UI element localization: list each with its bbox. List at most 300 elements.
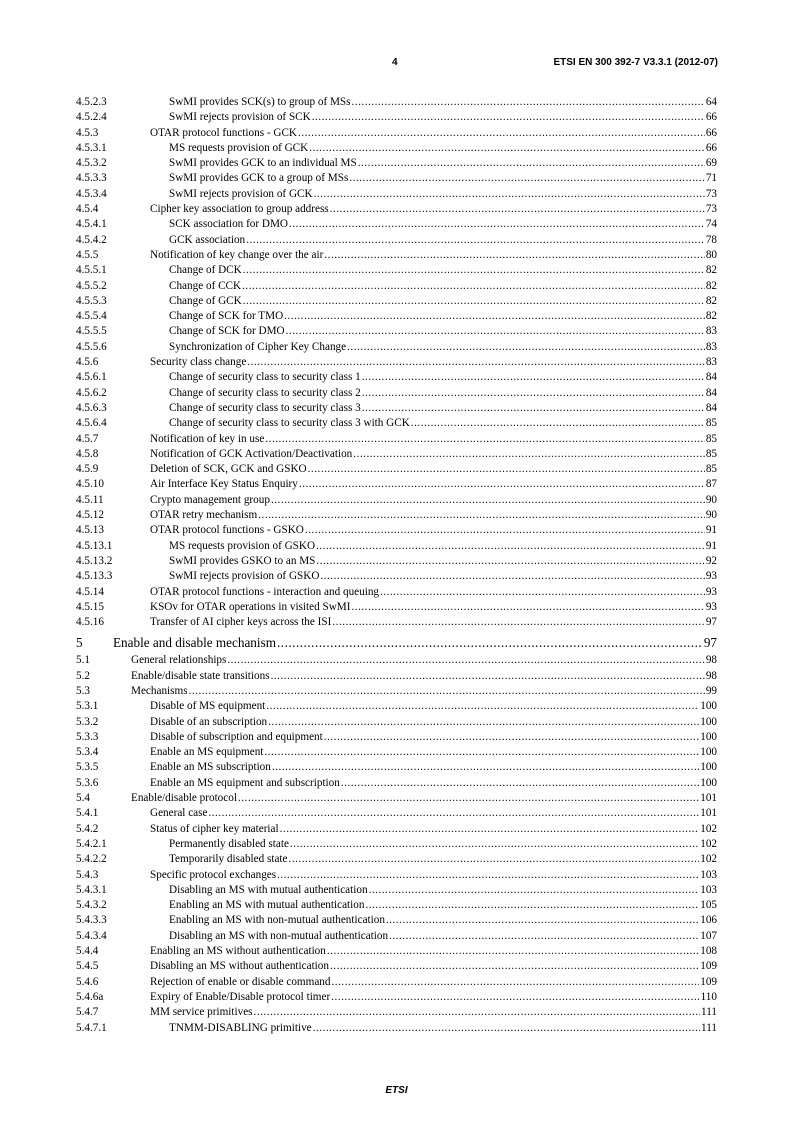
toc-entry-title: MM service primitives: [150, 1005, 254, 1020]
toc-entry-number: 4.5.4: [76, 203, 99, 216]
toc-entry-title: OTAR protocol functions - GCK: [150, 126, 298, 141]
toc-entry-number: 4.5.5.1: [76, 264, 107, 277]
toc-entry-page: 91: [705, 523, 717, 538]
toc-entry-number: 4.5.2.4: [76, 111, 107, 124]
toc-dot-leader: [312, 110, 705, 125]
toc-entry-page: 100: [699, 760, 717, 775]
toc-dot-leader: [362, 386, 705, 401]
toc-entry[interactable]: [76, 929, 717, 944]
toc-dot-leader: [266, 699, 699, 714]
toc-entry-title: Transfer of AI cipher keys across the ISI: [150, 615, 332, 630]
toc-entry-body: [150, 615, 717, 630]
toc-entry-page: 97: [705, 615, 717, 630]
toc-dot-leader: [265, 432, 704, 447]
toc-entry-number: 4.5.3: [76, 126, 99, 139]
toc-entry[interactable]: [76, 745, 717, 760]
toc-entry[interactable]: [76, 913, 717, 928]
toc-entry-title: Enabling an MS with mutual authentication: [169, 898, 365, 913]
toc-entry-page: 91: [705, 539, 717, 554]
toc-entry[interactable]: [76, 508, 717, 523]
toc-entry-page: 108: [699, 944, 717, 959]
toc-entry[interactable]: [76, 447, 717, 462]
page-number: 4: [392, 57, 398, 68]
toc-entry-number: 4.5.11: [76, 493, 104, 506]
toc-entry-title: Specific protocol exchanges: [150, 868, 277, 883]
toc-entry-number: 4.5.6: [76, 356, 99, 369]
toc-entry-body: [150, 868, 717, 883]
toc-entry-number: 5.3.1: [76, 700, 99, 713]
toc-entry-body: [150, 493, 717, 508]
toc-entry-title: KSOv for OTAR operations in visited SwMI: [150, 600, 351, 615]
toc-dot-leader: [316, 554, 704, 569]
toc-entry-body: [169, 837, 717, 852]
toc-entry[interactable]: [76, 898, 717, 913]
toc-entry-body: [150, 699, 717, 714]
toc-entry-number: 5.4.5: [76, 960, 99, 973]
toc-entry-title: OTAR protocol functions - interaction and queuing: [150, 585, 380, 600]
toc-entry-page: 84: [705, 386, 717, 401]
toc-entry[interactable]: [76, 233, 717, 248]
toc-entry-number: 5.3.4: [76, 746, 99, 759]
toc-dot-leader: [349, 171, 705, 186]
toc-entry-number: 5.4.7: [76, 1006, 99, 1019]
toc-entry-number: 4.5.3.2: [76, 157, 107, 170]
toc-entry[interactable]: [76, 539, 717, 554]
toc-entry-body: [169, 141, 717, 156]
toc-entry-number: 5.4.2.1: [76, 837, 107, 850]
toc-entry-number: 4.5.5.5: [76, 325, 107, 338]
toc-dot-leader: [362, 401, 705, 416]
toc-entry-page: 101: [699, 806, 717, 821]
toc-entry[interactable]: [76, 340, 717, 355]
toc-entry-number: 5.3.2: [76, 715, 99, 728]
toc-entry[interactable]: [76, 730, 717, 745]
page-header: [0, 57, 793, 73]
toc-entry-title: Change of security class to security class 3: [169, 401, 362, 416]
toc-entry[interactable]: [76, 1005, 717, 1020]
toc-entry-body: [150, 1005, 717, 1020]
toc-dot-leader: [280, 822, 700, 837]
toc-entry-page: 93: [705, 600, 717, 615]
toc-entry-title: Rejection of enable or disable command: [150, 975, 332, 990]
toc-entry-page: 97: [703, 633, 717, 653]
toc-entry-title: Change of GCK: [169, 294, 243, 309]
toc-entry-page: 111: [700, 1005, 717, 1020]
toc-entry-page: 74: [705, 217, 717, 232]
toc-entry-page: 110: [700, 990, 717, 1005]
toc-entry[interactable]: [76, 294, 717, 309]
toc-entry-number: 4.5.4.2: [76, 233, 107, 246]
toc-entry-body: [150, 355, 717, 370]
toc-entry-page: 66: [705, 110, 717, 125]
toc-entry-page: 82: [705, 263, 717, 278]
toc-entry-page: 98: [705, 669, 717, 684]
toc-entry[interactable]: [76, 493, 717, 508]
toc-entry-body: [169, 883, 717, 898]
toc-dot-leader: [313, 1021, 700, 1036]
toc-entry-title: SwMI rejects provision of GCK: [169, 187, 314, 202]
toc-entry-title: Disable of an subscription: [150, 715, 268, 730]
toc-dot-leader: [242, 279, 705, 294]
toc-dot-leader: [290, 837, 699, 852]
toc-entry-number: 5.3.3: [76, 730, 99, 743]
toc-entry-body: [150, 523, 717, 538]
toc-entry-body: [169, 279, 717, 294]
toc-entry-page: 85: [705, 416, 717, 431]
toc-entry-number: 4.5.5.2: [76, 279, 107, 292]
toc-entry-body: [169, 401, 717, 416]
toc-dot-leader: [330, 959, 699, 974]
toc-entry-number: 4.5.15: [76, 600, 104, 613]
toc-entry-number: 4.5.5.4: [76, 310, 107, 323]
toc-dot-leader: [305, 523, 705, 538]
toc-entry-number: 5.4.6: [76, 975, 99, 988]
toc-entry-body: [169, 95, 717, 110]
toc-entry-title: Temporarily disabled state: [169, 852, 289, 867]
toc-entry-body: [150, 600, 717, 615]
toc-dot-leader: [330, 202, 705, 217]
toc-entry-body: [150, 508, 717, 523]
toc-dot-leader: [258, 508, 705, 523]
toc-entry[interactable]: [76, 585, 717, 600]
toc-entry[interactable]: [76, 569, 717, 584]
toc-entry-title: Enable an MS equipment and subscription: [150, 776, 341, 791]
toc-entry-title: SwMI provides SCK(s) to group of MSs: [169, 95, 352, 110]
toc-entry-page: 103: [699, 883, 717, 898]
toc-entry-page: 101: [699, 791, 717, 806]
toc-entry-body: [150, 447, 717, 462]
toc-entry[interactable]: [76, 600, 717, 615]
toc-dot-leader: [411, 416, 705, 431]
toc-entry-page: 73: [705, 202, 717, 217]
toc-entry[interactable]: [76, 633, 717, 653]
toc-entry[interactable]: [76, 355, 717, 370]
toc-entry[interactable]: [76, 416, 717, 431]
toc-entry-body: [150, 822, 717, 837]
toc-entry[interactable]: [76, 852, 717, 867]
toc-entry-title: General case: [150, 806, 208, 821]
table-of-contents: [76, 95, 717, 1036]
toc-entry-body: [169, 852, 717, 867]
toc-dot-leader: [272, 760, 699, 775]
toc-entry[interactable]: [76, 309, 717, 324]
toc-entry[interactable]: [76, 944, 717, 959]
toc-dot-leader: [286, 324, 705, 339]
toc-entry-number: 4.5.4.1: [76, 218, 107, 231]
toc-entry-body: [169, 539, 717, 554]
toc-entry-title: General relationships: [131, 653, 227, 668]
toc-entry-body: [169, 370, 717, 385]
toc-entry-number: 5.4.4: [76, 945, 99, 958]
toc-entry-page: 102: [699, 822, 717, 837]
toc-entry-body: [169, 386, 717, 401]
toc-entry-title: Enabling an MS with non-mutual authentication: [169, 913, 386, 928]
toc-dot-leader: [238, 791, 699, 806]
toc-entry-body: [113, 633, 717, 653]
toc-entry-title: SwMI provides GCK to an individual MS: [169, 156, 358, 171]
toc-entry-number: 5.3.5: [76, 761, 99, 774]
toc-entry-number: 4.5.5.3: [76, 294, 107, 307]
toc-entry[interactable]: [76, 883, 717, 898]
toc-entry-number: 5: [76, 635, 83, 651]
toc-entry-number: 4.5.13.1: [76, 539, 113, 552]
toc-entry-body: [169, 217, 717, 232]
toc-entry[interactable]: [76, 669, 717, 684]
toc-entry[interactable]: [76, 171, 717, 186]
toc-entry[interactable]: [76, 217, 717, 232]
toc-dot-leader: [324, 248, 704, 263]
toc-dot-leader: [386, 913, 699, 928]
toc-entry-number: 5.4.1: [76, 807, 99, 820]
toc-entry-title: Enable an MS subscription: [150, 760, 272, 775]
toc-dot-leader: [347, 340, 705, 355]
toc-entry-title: Expiry of Enable/Disable protocol timer: [150, 990, 331, 1005]
toc-entry-number: 5.4.2: [76, 822, 99, 835]
toc-dot-leader: [243, 263, 705, 278]
toc-entry-number: 4.5.6.3: [76, 401, 107, 414]
toc-dot-leader: [264, 745, 699, 760]
toc-entry-page: 73: [705, 187, 717, 202]
toc-dot-leader: [298, 126, 705, 141]
toc-entry-number: 5.4.3.2: [76, 899, 107, 912]
toc-entry[interactable]: [76, 279, 717, 294]
toc-entry-body: [150, 730, 717, 745]
toc-entry-body: [150, 975, 717, 990]
toc-entry-title: SwMI provides GSKO to an MS: [169, 554, 316, 569]
toc-entry[interactable]: [76, 554, 717, 569]
toc-entry[interactable]: [76, 959, 717, 974]
toc-entry-body: [150, 126, 717, 141]
toc-entry-body: [131, 669, 717, 684]
toc-dot-leader: [309, 141, 705, 156]
toc-dot-leader: [277, 868, 699, 883]
toc-dot-leader: [227, 653, 704, 668]
toc-entry[interactable]: [76, 401, 717, 416]
toc-entry-body: [169, 929, 717, 944]
toc-entry-page: 83: [705, 324, 717, 339]
toc-entry-body: [169, 294, 717, 309]
toc-dot-leader: [189, 684, 705, 699]
toc-entry-body: [131, 653, 717, 668]
toc-dot-leader: [314, 187, 705, 202]
toc-entry[interactable]: [76, 110, 717, 125]
toc-entry-number: 4.5.14: [76, 585, 104, 598]
toc-entry-body: [169, 1021, 717, 1036]
toc-entry[interactable]: [76, 760, 717, 775]
toc-dot-leader: [332, 975, 700, 990]
toc-entry-page: 98: [705, 653, 717, 668]
toc-entry[interactable]: [76, 477, 717, 492]
toc-entry[interactable]: [76, 653, 717, 668]
toc-dot-leader: [369, 883, 700, 898]
toc-dot-leader: [308, 462, 705, 477]
toc-entry-number: 5.4: [76, 792, 90, 805]
toc-entry[interactable]: [76, 156, 717, 171]
toc-entry-title: Change of security class to security class 3 with GCK: [169, 416, 411, 431]
toc-entry[interactable]: [76, 615, 717, 630]
toc-entry-number: 4.5.7: [76, 432, 99, 445]
toc-entry-number: 4.5.12: [76, 509, 104, 522]
toc-dot-leader: [362, 370, 705, 385]
toc-entry-number: 4.5.2.3: [76, 96, 107, 108]
toc-entry-page: 109: [699, 975, 717, 990]
toc-entry-page: 109: [699, 959, 717, 974]
toc-entry-title: MS requests provision of GCK: [169, 141, 309, 156]
toc-entry[interactable]: [76, 791, 717, 806]
toc-entry-body: [169, 187, 717, 202]
toc-dot-leader: [327, 944, 699, 959]
toc-entry[interactable]: [76, 1021, 717, 1036]
toc-entry-number: 4.5.9: [76, 463, 99, 476]
toc-entry[interactable]: [76, 141, 717, 156]
toc-entry-body: [169, 263, 717, 278]
toc-entry-page: 66: [705, 141, 717, 156]
toc-entry-page: 105: [699, 898, 717, 913]
toc-entry[interactable]: [76, 95, 717, 110]
toc-entry-title: OTAR protocol functions - GSKO: [150, 523, 305, 538]
toc-entry-number: 4.5.13.2: [76, 554, 113, 567]
toc-entry-title: Status of cipher key material: [150, 822, 280, 837]
toc-entry-title: SwMI rejects provision of SCK: [169, 110, 312, 125]
toc-entry-page: 111: [700, 1021, 717, 1036]
toc-entry-body: [150, 462, 717, 477]
toc-entry-title: SwMI provides GCK to a group of MSs: [169, 171, 349, 186]
toc-entry[interactable]: [76, 386, 717, 401]
toc-dot-leader: [247, 355, 705, 370]
toc-entry[interactable]: [76, 523, 717, 538]
toc-entry[interactable]: [76, 370, 717, 385]
page-footer: ETSI: [385, 1085, 408, 1096]
toc-entry-number: 5.1: [76, 654, 90, 667]
toc-entry-number: 5.4.7.1: [76, 1021, 107, 1034]
toc-entry-number: 5.4.6a: [76, 990, 104, 1003]
toc-entry-title: Change of SCK for DMO: [169, 324, 286, 339]
toc-entry-title: Disabling an MS with mutual authentication: [169, 883, 369, 898]
toc-entry-number: 4.5.3.3: [76, 172, 107, 185]
toc-entry-body: [169, 324, 717, 339]
toc-entry[interactable]: [76, 324, 717, 339]
toc-dot-leader: [320, 569, 704, 584]
toc-entry[interactable]: [76, 126, 717, 141]
toc-entry-number: 4.5.6.1: [76, 371, 107, 384]
toc-entry[interactable]: [76, 202, 717, 217]
toc-entry-body: [150, 745, 717, 760]
toc-entry-title: Security class change: [150, 355, 247, 370]
toc-entry-number: 4.5.5: [76, 248, 99, 261]
toc-entry-title: Notification of GCK Activation/Deactivation: [150, 447, 353, 462]
toc-entry-number: 4.5.16: [76, 616, 104, 629]
toc-entry-number: 4.5.5.6: [76, 340, 107, 353]
toc-dot-leader: [324, 730, 699, 745]
toc-dot-leader: [365, 898, 699, 913]
toc-entry-body: [169, 171, 717, 186]
toc-entry[interactable]: [76, 806, 717, 821]
toc-dot-leader: [316, 539, 705, 554]
toc-entry-page: 90: [705, 493, 717, 508]
toc-entry-number: 5.4.2.2: [76, 853, 107, 866]
toc-entry[interactable]: [76, 263, 717, 278]
toc-entry[interactable]: [76, 990, 717, 1005]
toc-entry-title: Notification of key in use: [150, 432, 265, 447]
toc-entry-number: 4.5.10: [76, 478, 104, 491]
toc-entry-page: 69: [705, 156, 717, 171]
toc-entry-number: 4.5.3.1: [76, 141, 107, 154]
toc-entry-number: 4.5.8: [76, 447, 99, 460]
toc-dot-leader: [243, 294, 705, 309]
toc-entry-page: 82: [705, 279, 717, 294]
toc-entry-page: 92: [705, 554, 717, 569]
toc-entry-number: 5.4.3.4: [76, 929, 107, 942]
toc-dot-leader: [268, 715, 699, 730]
toc-entry-title: Change of security class to security class 1: [169, 370, 362, 385]
toc-entry-page: 102: [699, 837, 717, 852]
toc-entry[interactable]: [76, 975, 717, 990]
toc-entry[interactable]: [76, 187, 717, 202]
toc-entry-title: Change of SCK for TMO: [169, 309, 284, 324]
toc-entry-title: Synchronization of Cipher Key Change: [169, 340, 347, 355]
toc-entry[interactable]: [76, 868, 717, 883]
toc-entry[interactable]: [76, 776, 717, 791]
toc-dot-leader: [246, 233, 705, 248]
toc-entry-number: 4.5.3.4: [76, 187, 107, 200]
toc-entry-body: [131, 684, 717, 699]
toc-entry-title: Disable of MS equipment: [150, 699, 266, 714]
toc-entry-page: 84: [705, 401, 717, 416]
toc-entry-title: Disable of subscription and equipment: [150, 730, 324, 745]
toc-dot-leader: [352, 95, 705, 110]
toc-entry[interactable]: [76, 822, 717, 837]
toc-entry-page: 93: [705, 569, 717, 584]
toc-dot-leader: [208, 806, 699, 821]
toc-entry-title: Mechanisms: [131, 684, 189, 699]
toc-entry-body: [150, 760, 717, 775]
toc-entry-title: Change of security class to security class 2: [169, 386, 362, 401]
toc-entry-number: 4.5.6.2: [76, 386, 107, 399]
toc-entry-title: Change of CCK: [169, 279, 242, 294]
toc-entry[interactable]: [76, 837, 717, 852]
toc-entry-page: 82: [705, 309, 717, 324]
toc-entry-title: Change of DCK: [169, 263, 243, 278]
toc-dot-leader: [380, 585, 705, 600]
toc-entry-body: [150, 944, 717, 959]
toc-entry[interactable]: [76, 432, 717, 447]
toc-entry-title: Permanently disabled state: [169, 837, 290, 852]
toc-entry-page: 106: [699, 913, 717, 928]
toc-entry-number: 4.5.13: [76, 524, 104, 537]
toc-entry-title: Enable an MS equipment: [150, 745, 264, 760]
toc-entry-title: Enable/disable protocol: [131, 791, 238, 806]
toc-entry-page: 107: [699, 929, 717, 944]
toc-entry[interactable]: [76, 699, 717, 714]
toc-entry-page: 93: [705, 585, 717, 600]
toc-entry-body: [169, 898, 717, 913]
toc-dot-leader: [332, 615, 704, 630]
toc-entry-title: MS requests provision of GSKO: [169, 539, 316, 554]
toc-dot-leader: [289, 852, 700, 867]
toc-entry-body: [131, 791, 717, 806]
toc-entry[interactable]: [76, 462, 717, 477]
toc-entry[interactable]: [76, 715, 717, 730]
toc-entry-body: [169, 309, 717, 324]
toc-entry-number: 5.4.3.1: [76, 883, 107, 896]
toc-entry-title: Cipher key association to group address: [150, 202, 330, 217]
toc-entry-page: 85: [705, 432, 717, 447]
toc-entry[interactable]: [76, 684, 717, 699]
toc-entry-page: 100: [699, 715, 717, 730]
toc-entry-title: Disabling an MS without authentication: [150, 959, 330, 974]
toc-dot-leader: [351, 600, 704, 615]
toc-entry[interactable]: [76, 248, 717, 263]
